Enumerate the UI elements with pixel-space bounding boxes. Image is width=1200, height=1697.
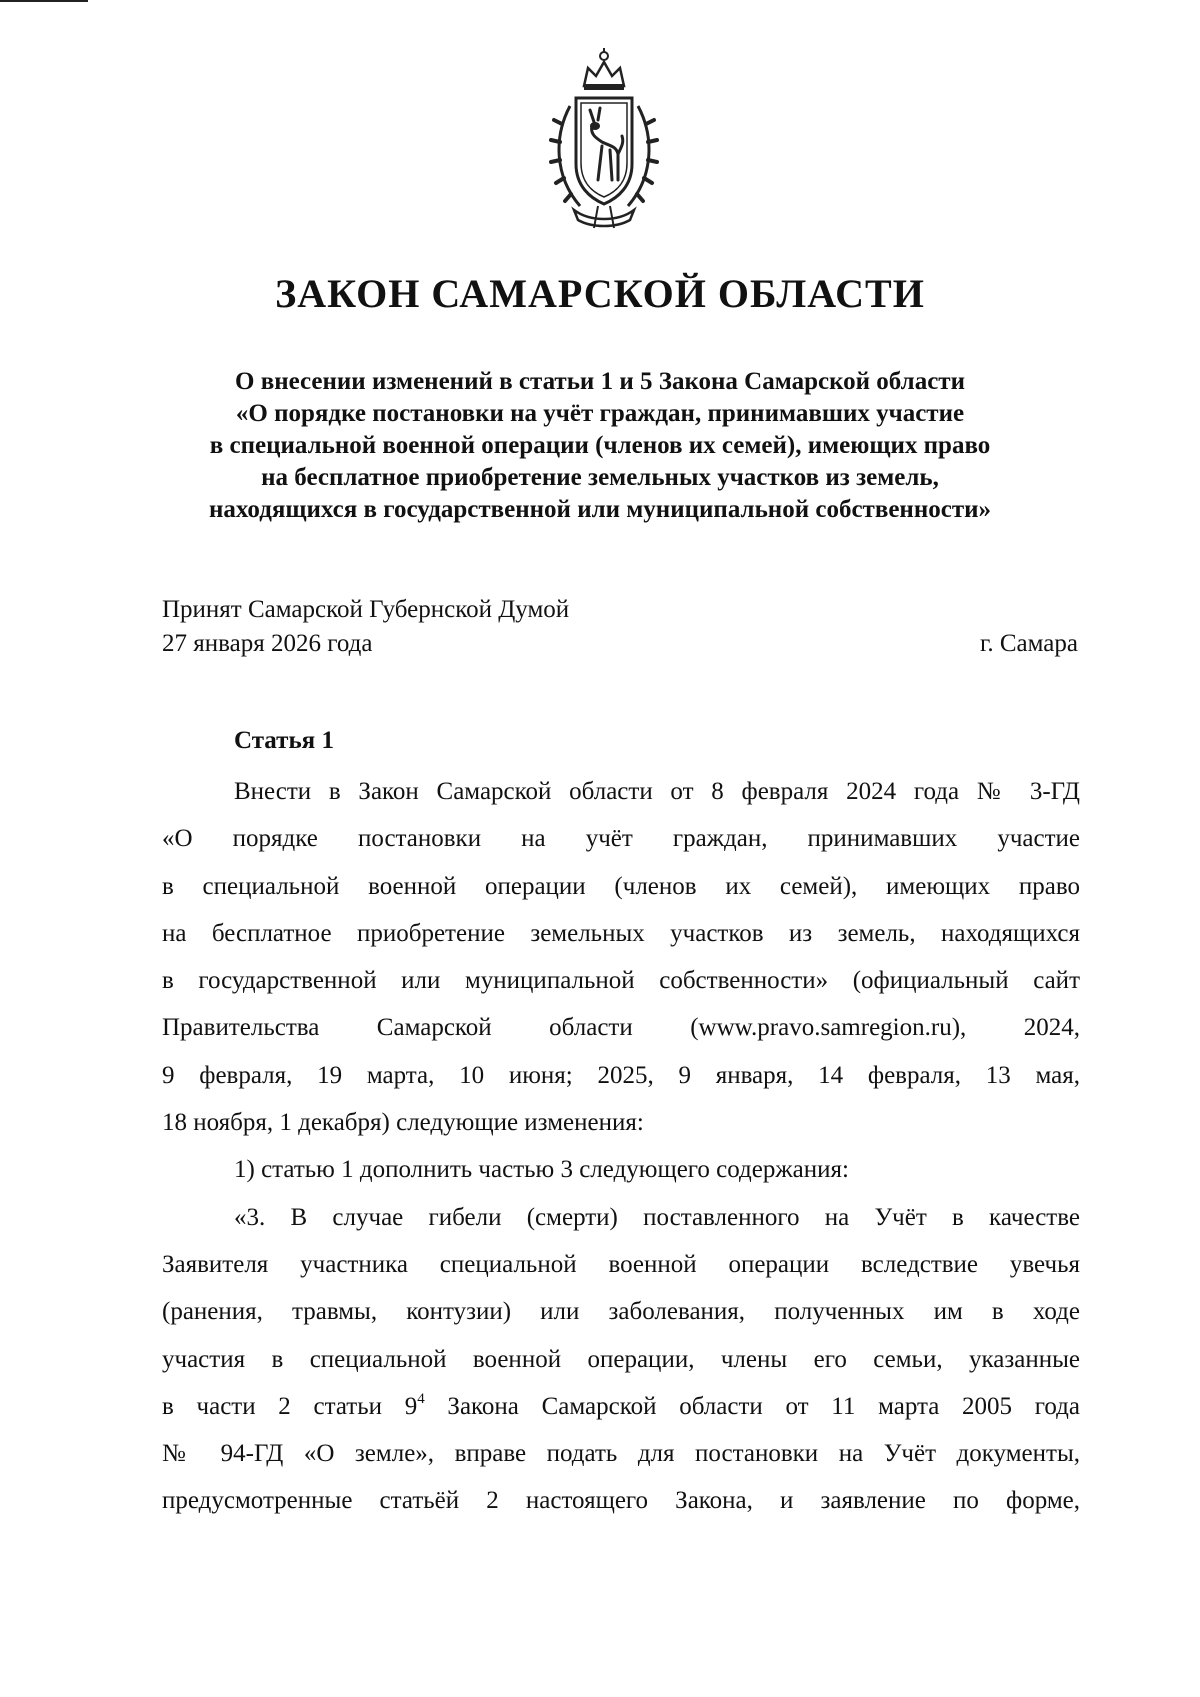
law-subtitle bbox=[150, 366, 1050, 526]
body-line: № 94-ГД «О земле», вправе подать для постановки на Учёт документы, bbox=[162, 1440, 1080, 1468]
subtitle-line: на бесплатное приобретение земельных участков из земель, bbox=[261, 464, 939, 491]
body-line: (ранения, травмы, контузии) или заболевания, полученных им в ходе bbox=[162, 1298, 1080, 1326]
body-line: предусмотренные статьёй 2 настоящего Закона, и заявление по форме, bbox=[162, 1487, 1080, 1515]
coat-of-arms-emblem bbox=[540, 46, 668, 232]
subtitle-line: в специальной военной операции (членов их семей), имеющих право bbox=[209, 432, 991, 459]
body-line: в специальной военной операции (членов их семей), имеющих право bbox=[162, 872, 1080, 900]
article-body bbox=[162, 768, 1080, 1525]
body-line: «О порядке постановки на учёт граждан, принимавших участие bbox=[162, 825, 1080, 853]
adopted-by: Принят Самарской Губернской Думой bbox=[162, 596, 570, 623]
body-line: на бесплатное приобретение земельных участков из земель, находящихся bbox=[162, 919, 1080, 947]
scan-artifact bbox=[0, 0, 88, 2]
adoption-city: г. Самара bbox=[979, 630, 1078, 657]
body-line: 9 февраля, 19 марта, 10 июня; 2025, 9 января, 14 февраля, 13 мая, bbox=[162, 1061, 1080, 1089]
adoption-date: 27 января 2026 года bbox=[162, 630, 373, 657]
body-line-with-superscript bbox=[162, 1383, 1080, 1430]
superscript: 4 bbox=[417, 1390, 425, 1407]
body-line: 1) статью 1 дополнить частью 3 следующего содержания: bbox=[234, 1156, 849, 1184]
body-line: «3. В случае гибели (смерти) поставленного на Учёт в качестве bbox=[234, 1203, 1080, 1231]
subtitle-line: О внесении изменений в статьи 1 и 5 Закона Самарской области bbox=[235, 368, 965, 395]
body-line: в государственной или муниципальной собственности» (официальный сайт bbox=[162, 967, 1080, 995]
body-line: Заявителя участника специальной военной операции вследствие увечья bbox=[162, 1250, 1080, 1278]
body-line-part: в части 2 статьи 9 bbox=[162, 1392, 418, 1420]
article-heading: Статья 1 bbox=[234, 727, 334, 754]
body-line-part: Закона Самарской области от 11 марта 2005 года bbox=[424, 1392, 1080, 1420]
body-line: участия в специальной военной операции, члены его семьи, указанные bbox=[162, 1345, 1080, 1373]
body-line: Правительства Самарской области (www.pravo.samregion.ru), 2024, bbox=[162, 1014, 1080, 1042]
body-line: 18 ноября, 1 декабря) следующие изменения: bbox=[162, 1109, 644, 1137]
body-line: Внести в Закон Самарской области от 8 февраля 2024 года № 3-ГД bbox=[234, 778, 1080, 805]
subtitle-line: находящихся в государственной или муниципальной собственности» bbox=[208, 496, 992, 523]
subtitle-line: «О порядке постановки на учёт граждан, принимавших участие bbox=[235, 400, 965, 427]
law-title: ЗАКОН САМАРСКОЙ ОБЛАСТИ bbox=[275, 271, 925, 316]
adoption-info bbox=[162, 593, 569, 661]
